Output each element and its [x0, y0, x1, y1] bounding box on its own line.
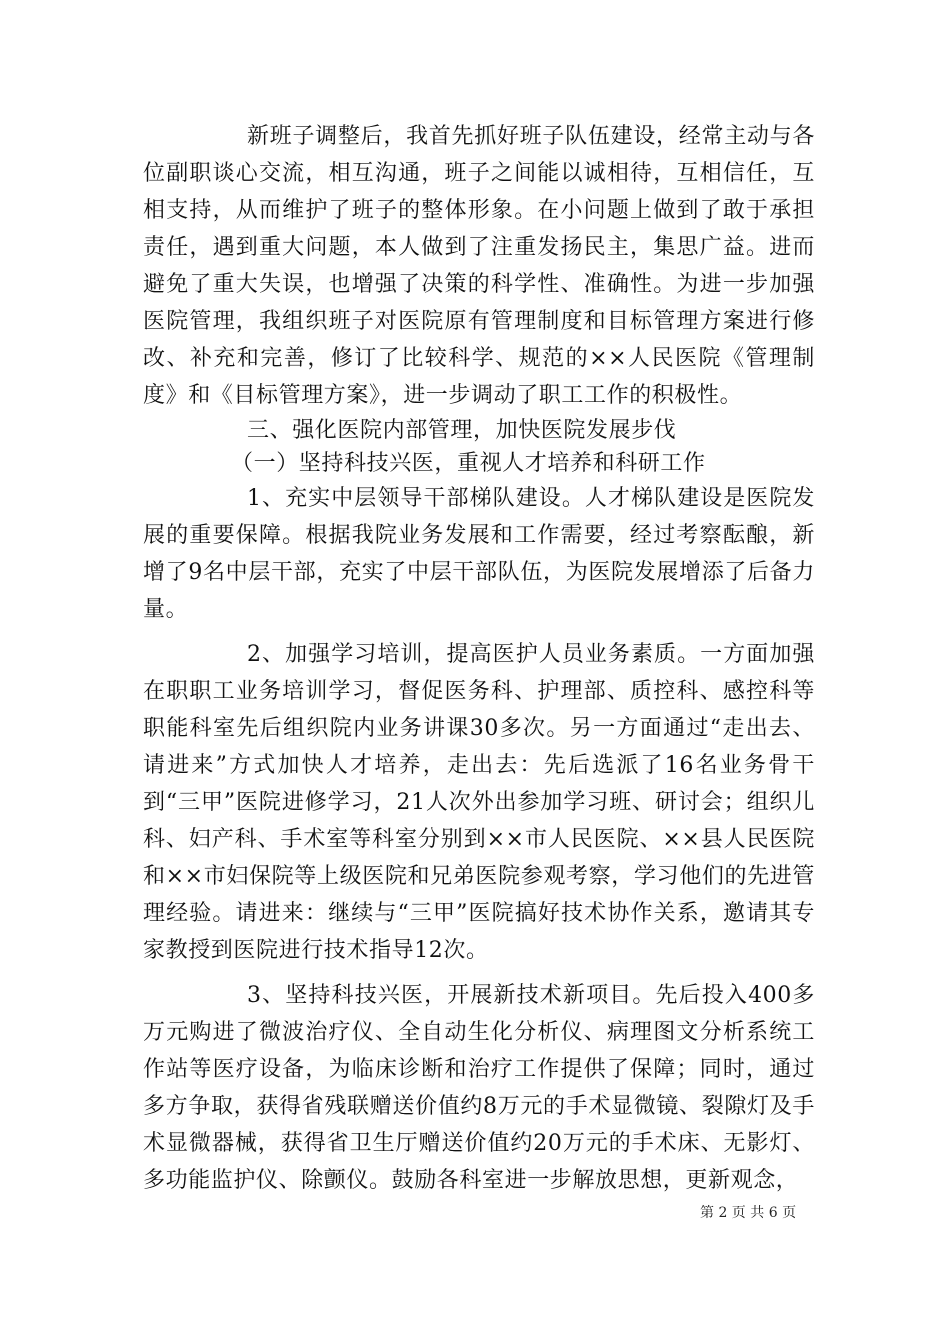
- paragraph-item-3: 3、坚持科技兴医，开展新技术新项目。先后投入400多万元购进了微波治疗仪、全自动生化分析仪、病理图文分析系统工作站等医疗设备，为临床诊断和治疗工作提供了保障；同时，通过多方争取，获得省残联赠送价值约8万元的手术显微镜、裂隙灯及手术显微器械，获得省卫生厅赠送价值约20万元的手术床、无影灯、多功能监护仪、除颤仪。鼓励各科室进一步解放思想，更新观念，: [143, 983, 815, 1193]
- paragraph-team-building: 新班子调整后，我首先抓好班子队伍建设，经常主动与各位副职谈心交流，相互沟通，班子之间能以诚相待，互相信任，互相支持，从而维护了班子的整体形象。在小问题上做到了敢于承担责任，遇到重大问题，本人做到了注重发扬民主，集思广益。进而避免了重大失误，也增强了决策的科学性、准确性。为进一步加强医院管理，我组织班子对医院原有管理制度和目标管理方案进行修改、补充和完善，修订了比较科学、规范的××人民医院《管理制度》和《目标管理方案》，进一步调动了职工工作的积极性。: [143, 124, 815, 408]
- section-heading: 三、强化医院内部管理，加快医院发展步伐: [247, 418, 677, 443]
- paragraph-item-1: 1、充实中层领导干部梯队建设。人才梯队建设是医院发展的重要保障。根据我院业务发展和工作需要，经过考察酝酿，新增了9名中层干部，充实了中层干部队伍，为医院发展增添了后备力量。: [143, 486, 815, 622]
- page-number-footer: 第 2 页 共 6 页: [700, 1205, 797, 1221]
- document-page: [143, 118, 815, 1199]
- paragraph-item-2: 2、加强学习培训，提高医护人员业务素质。一方面加强在职职工业务培训学习，督促医务科、护理部、质控科、感控科等职能科室先后组织院内业务讲课30多次。另一方面通过“走出去、请进来”方式加快人才培养，走出去：先后选派了16名业务骨干到“三甲”医院进修学习，21人次外出参加学习班、研讨会；组织儿科、妇产科、手术室等科室分别到××市人民医院、××县人民医院和××市妇保院等上级医院和兄弟医院参观考察，学习他们的先进管理经验。请进来：继续与“三甲”医院搞好技术协作关系，邀请其专家教授到医院进行技术指导12次。: [143, 642, 815, 963]
- subsection-heading: （一）坚持科技兴医，重视人才培养和科研工作: [231, 451, 706, 476]
